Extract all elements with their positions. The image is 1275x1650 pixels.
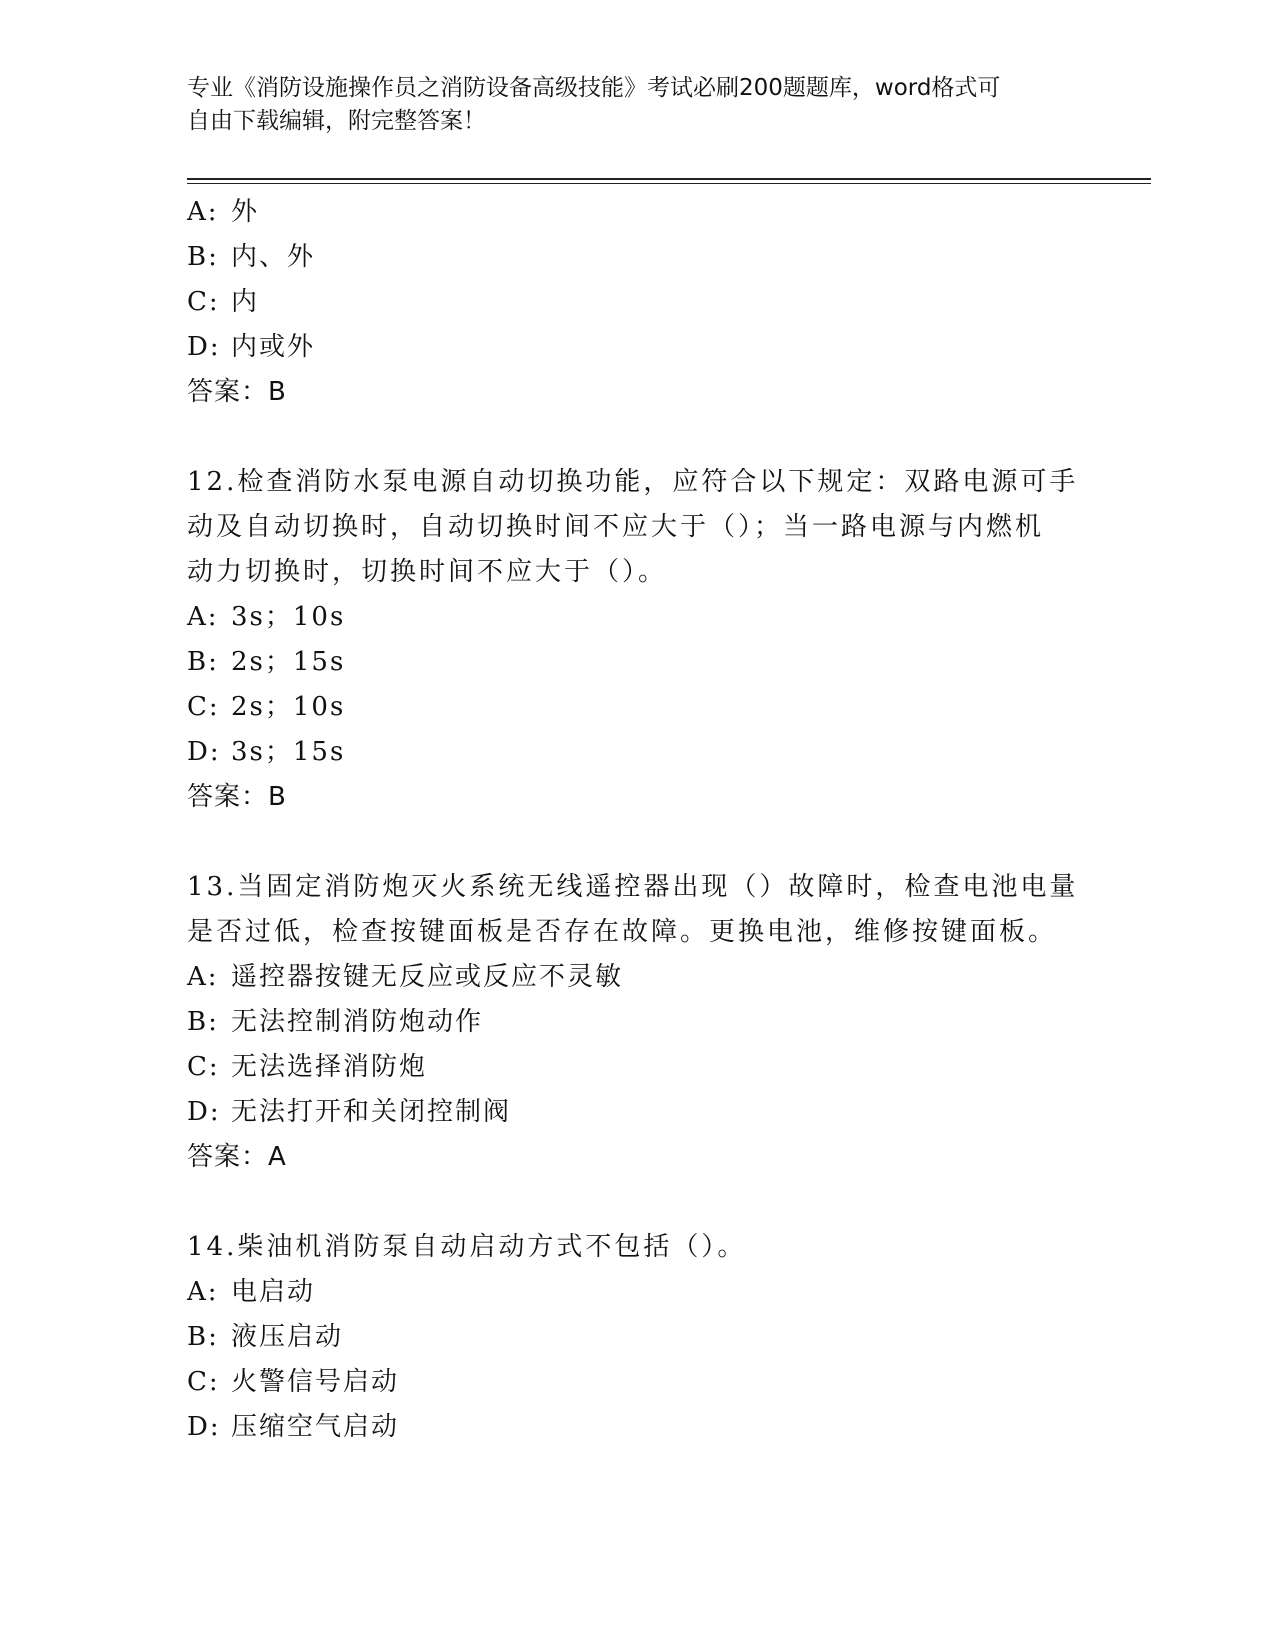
question-stem-line: 动及自动切换时，自动切换时间不应大于（）；当一路电源与内燃机 <box>187 512 1045 542</box>
option-a: A: 3s；10s <box>187 602 346 632</box>
spacer <box>187 415 1087 460</box>
option-b: B: 无法控制消防炮动作 <box>187 1007 484 1037</box>
answer-line: 答案：A <box>187 1142 287 1172</box>
option-a: A: 外 <box>187 197 260 227</box>
question-list <box>187 190 1087 1450</box>
option-c: C: 2s；10s <box>187 692 346 722</box>
option-d: D: 无法打开和关闭控制阀 <box>187 1097 512 1127</box>
option-b: B: 2s；15s <box>187 647 346 677</box>
option-b: B: 内、外 <box>187 242 316 272</box>
option-d: D: 压缩空气启动 <box>187 1412 400 1442</box>
option-a: A: 电启动 <box>187 1277 316 1307</box>
option-d: D: 内或外 <box>187 332 316 362</box>
answer-line: 答案：B <box>187 782 287 812</box>
document-header <box>187 72 1067 138</box>
question-stem-line: 14.柴油机消防泵自动启动方式不包括（）。 <box>187 1232 747 1262</box>
question-block-12 <box>187 460 1087 820</box>
header-rule <box>187 178 1151 180</box>
option-c: C: 无法选择消防炮 <box>187 1052 428 1082</box>
question-stem-line: 12.检查消防水泵电源自动切换功能，应符合以下规定：双路电源可手 <box>187 467 1079 497</box>
spacer <box>187 820 1087 865</box>
option-b: B: 液压启动 <box>187 1322 344 1352</box>
header-line-2: 自由下载编辑，附完整答案！ <box>187 108 486 134</box>
option-c: C: 内 <box>187 287 260 317</box>
question-stem-line: 动力切换时，切换时间不应大于（）。 <box>187 557 668 587</box>
spacer <box>187 1180 1087 1225</box>
question-block-14 <box>187 1225 1087 1450</box>
question-block-11 <box>187 190 1087 415</box>
question-stem-line: 13.当固定消防炮灭火系统无线遥控器出现（）故障时，检查电池电量 <box>187 872 1079 902</box>
header-rule-thin <box>187 183 1151 184</box>
option-d: D: 3s；15s <box>187 737 346 767</box>
header-line-1: 专业《消防设施操作员之消防设备高级技能》考试必刷200题题库，word格式可 <box>187 75 1001 101</box>
option-a: A: 遥控器按键无反应或反应不灵敏 <box>187 962 624 992</box>
question-block-13 <box>187 865 1087 1180</box>
question-stem-line: 是否过低，检查按键面板是否存在故障。更换电池，维修按键面板。 <box>187 917 1058 947</box>
answer-line: 答案：B <box>187 377 287 407</box>
option-c: C: 火警信号启动 <box>187 1367 400 1397</box>
